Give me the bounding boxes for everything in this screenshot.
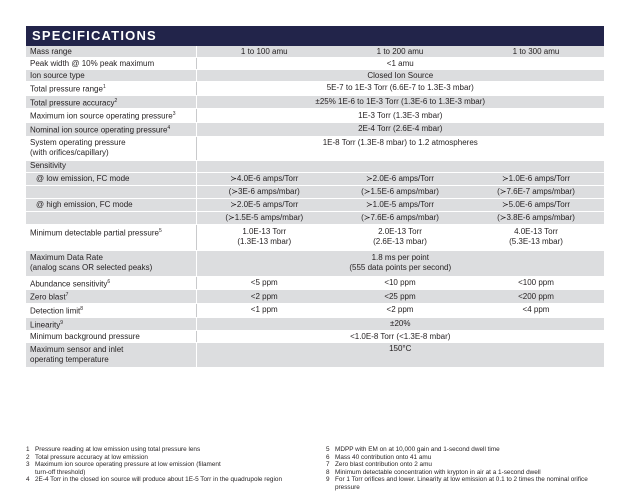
row-label: Minimum detectable partial pressure$^5$	[26, 224, 196, 250]
spec-sheet	[26, 26, 604, 491]
row-sensitivity-high	[26, 198, 604, 211]
row-max-data-rate	[26, 250, 604, 276]
cell-value: ≻5.0E-6 amps/Torr	[468, 198, 604, 211]
cell-value: 1.8 ms per point (555 data points per second)	[196, 250, 604, 276]
cell-value: 1E-8 Torr (1.3E-8 mbar) to 1.2 atmospheres	[196, 136, 604, 160]
cell-value: <1 amu	[196, 58, 604, 70]
footnote: 7 Zero blast contribution onto 2 amu	[326, 461, 432, 469]
cell-value: 2E-4 Torr (2.6E-4 mbar)	[196, 122, 604, 136]
cell-value: 1.0E-13 Torr (1.3E-13 mbar)	[196, 224, 332, 250]
row-mass-range	[26, 46, 604, 58]
row-max-ion-pressure	[26, 109, 604, 123]
row-label: Zero blast$^7$	[26, 290, 196, 304]
row-zero-blast	[26, 290, 604, 304]
row-label: Minimum background pressure	[26, 331, 196, 343]
row-sensitivity-low	[26, 172, 604, 185]
cell-value: (≻7.6E-6 amps/mbar)	[332, 211, 468, 224]
cell-value: 150°C	[196, 343, 604, 368]
specifications-table	[26, 46, 604, 368]
row-label: Abundance sensitivity$^6$	[26, 276, 196, 290]
row-label: Ion source type	[26, 70, 196, 82]
row-total-pressure-range	[26, 82, 604, 96]
cell-value: 1 to 300 amu	[468, 46, 604, 58]
row-min-background	[26, 331, 604, 343]
cell-value: <2 ppm	[196, 290, 332, 304]
row-peak-width	[26, 58, 604, 70]
row-label: Maximum ion source operating pressure$^3$	[26, 109, 196, 123]
footnote: 5 MDPP with EM on at 10,000 gain and 1-second dwell time	[326, 446, 500, 453]
row-min-partial-pressure	[26, 224, 604, 250]
cell-value: <25 ppm	[332, 290, 468, 304]
row-label: Total pressure accuracy$^2$	[26, 95, 196, 109]
cell-value: ≻2.0E-6 amps/Torr	[332, 172, 468, 185]
cell-value: 1 to 200 amu	[332, 46, 468, 58]
row-system-pressure	[26, 136, 604, 160]
row-label: @ high emission, FC mode	[26, 198, 196, 211]
row-max-sensor-temp	[26, 343, 604, 368]
row-label: Linearity$^9$	[26, 317, 196, 331]
cell-value: 1E-3 Torr (1.3E-3 mbar)	[196, 109, 604, 123]
row-abundance	[26, 276, 604, 290]
row-sensitivity-low-mbar	[26, 185, 604, 198]
footnote: 2 Total pressure accuracy at low emission	[26, 453, 148, 461]
cell-value: <1 ppm	[196, 303, 332, 317]
row-label: Total pressure range$^1$	[26, 82, 196, 96]
footnote: 1 Pressure reading at low emission using total pressure lens	[26, 446, 201, 453]
cell-value: <4 ppm	[468, 303, 604, 317]
cell-value: Closed Ion Source	[196, 70, 604, 82]
cell-value: 1 to 100 amu	[196, 46, 332, 58]
specifications-title: SPECIFICATIONS	[26, 26, 604, 46]
footnote: 6 Mass 40 contribution onto 41 amu	[326, 453, 432, 461]
row-label: Peak width @ 10% peak maximum	[26, 58, 196, 70]
cell-value: <2 ppm	[332, 303, 468, 317]
row-label: System operating pressure (with orifices/capillary)	[26, 136, 196, 160]
row-sensitivity-high-mbar	[26, 211, 604, 224]
cell-value: <1.0E-8 Torr (<1.3E-8 mbar)	[196, 331, 604, 343]
cell-value: (≻7.6E-7 amps/mbar)	[468, 185, 604, 198]
cell-value: (≻1.5E-5 amps/mbar)	[196, 211, 332, 224]
row-label: Detection limit$^8$	[26, 303, 196, 317]
cell-value: ±25% 1E-6 to 1E-3 Torr (1.3E-6 to 1.3E-3 mbar)	[196, 95, 604, 109]
row-label: Maximum sensor and inlet operating temperature	[26, 343, 196, 368]
row-label: Mass range	[26, 46, 196, 58]
cell-value: ±20%	[196, 317, 604, 331]
cell-value: 5E-7 to 1E-3 Torr (6.6E-7 to 1.3E-3 mbar)	[196, 82, 604, 96]
footnote: 4 2E-4 Torr in the closed ion source will produce about 1E-5 Torr in the quadrupole region	[26, 476, 283, 484]
row-label: Maximum Data Rate (analog scans OR selected peaks)	[26, 250, 196, 276]
row-total-pressure-accuracy	[26, 95, 604, 109]
row-label: Sensitivity	[26, 160, 196, 172]
cell-value: ≻4.0E-6 amps/Torr	[196, 172, 332, 185]
cell-value: <10 ppm	[332, 276, 468, 290]
cell-value: <200 ppm	[468, 290, 604, 304]
row-label: Nominal ion source operating pressure$^4$	[26, 122, 196, 136]
cell-value: ≻1.0E-5 amps/Torr	[332, 198, 468, 211]
row-detection-limit	[26, 303, 604, 317]
cell-value: (≻3E-6 amps/mbar)	[196, 185, 332, 198]
row-sensitivity-header	[26, 160, 604, 172]
row-label: @ low emission, FC mode	[26, 172, 196, 185]
cell-value: ≻2.0E-5 amps/Torr	[196, 198, 332, 211]
footnote: 8 Minimum detectable concentration with krypton in air at a 1-second dwell	[326, 468, 541, 476]
cell-value: (≻1.5E-6 amps/mbar)	[332, 185, 468, 198]
cell-value: 2.0E-13 Torr (2.6E-13 mbar)	[332, 224, 468, 250]
footnotes-right	[326, 446, 606, 492]
cell-value: (≻3.8E-6 amps/mbar)	[468, 211, 604, 224]
cell-value: <100 ppm	[468, 276, 604, 290]
cell-value: <5 ppm	[196, 276, 332, 290]
row-linearity	[26, 317, 604, 331]
row-ion-source	[26, 70, 604, 82]
footnote: 9 For 1 Torr orifices and lower. Linearity at low emission at 0.1 to 2 times the nominal orifice pressure	[326, 476, 588, 491]
footnote: 3 Maximum ion source operating pressure at low emission (filament turn-off threshold)	[26, 461, 221, 476]
cell-value: 4.0E-13 Torr (5.3E-13 mbar)	[468, 224, 604, 250]
footnotes-left	[26, 446, 316, 484]
row-nominal-ion-pressure	[26, 122, 604, 136]
cell-value: ≻1.0E-6 amps/Torr	[468, 172, 604, 185]
